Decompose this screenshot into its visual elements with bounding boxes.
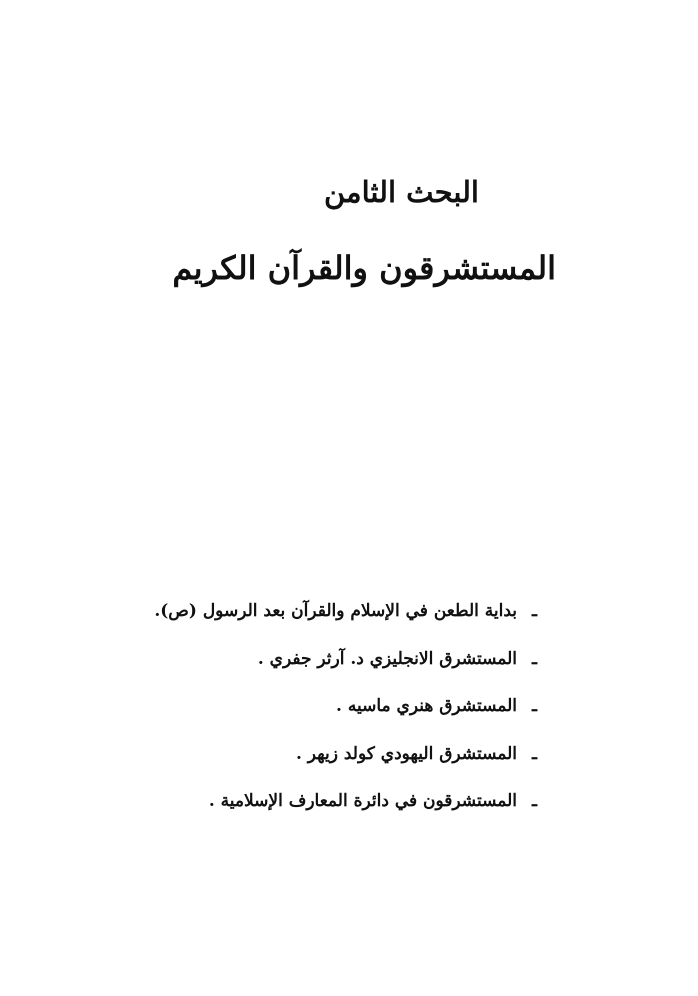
topics-list — [154, 600, 537, 838]
section-number-heading: البحث الثامن — [323, 175, 479, 209]
topic-text: المستشرق اليهودي كولد زيهر . — [295, 743, 517, 764]
topic-item — [154, 790, 537, 838]
bullet-dash: ـ — [532, 743, 537, 764]
topic-item — [154, 648, 537, 696]
topic-item — [154, 600, 537, 648]
bullet-dash: ـ — [532, 791, 537, 811]
topic-text: بداية الطعن في الإسلام والقرآن بعد الرسول (ص). — [154, 601, 517, 621]
bullet-dash: ـ — [532, 648, 537, 669]
topic-text: المستشرق الانجليزي د. آرثر جفري . — [257, 648, 517, 669]
topic-item — [154, 695, 537, 743]
topic-text: المستشرق هنري ماسيه . — [336, 696, 517, 716]
topic-text: المستشرقون في دائرة المعارف الإسلامية . — [208, 791, 517, 811]
bullet-dash: ـ — [532, 601, 537, 621]
topic-item — [154, 743, 537, 791]
bullet-dash: ـ — [532, 696, 537, 716]
section-title-heading: المستشرقون والقرآن الكريم — [172, 249, 556, 287]
